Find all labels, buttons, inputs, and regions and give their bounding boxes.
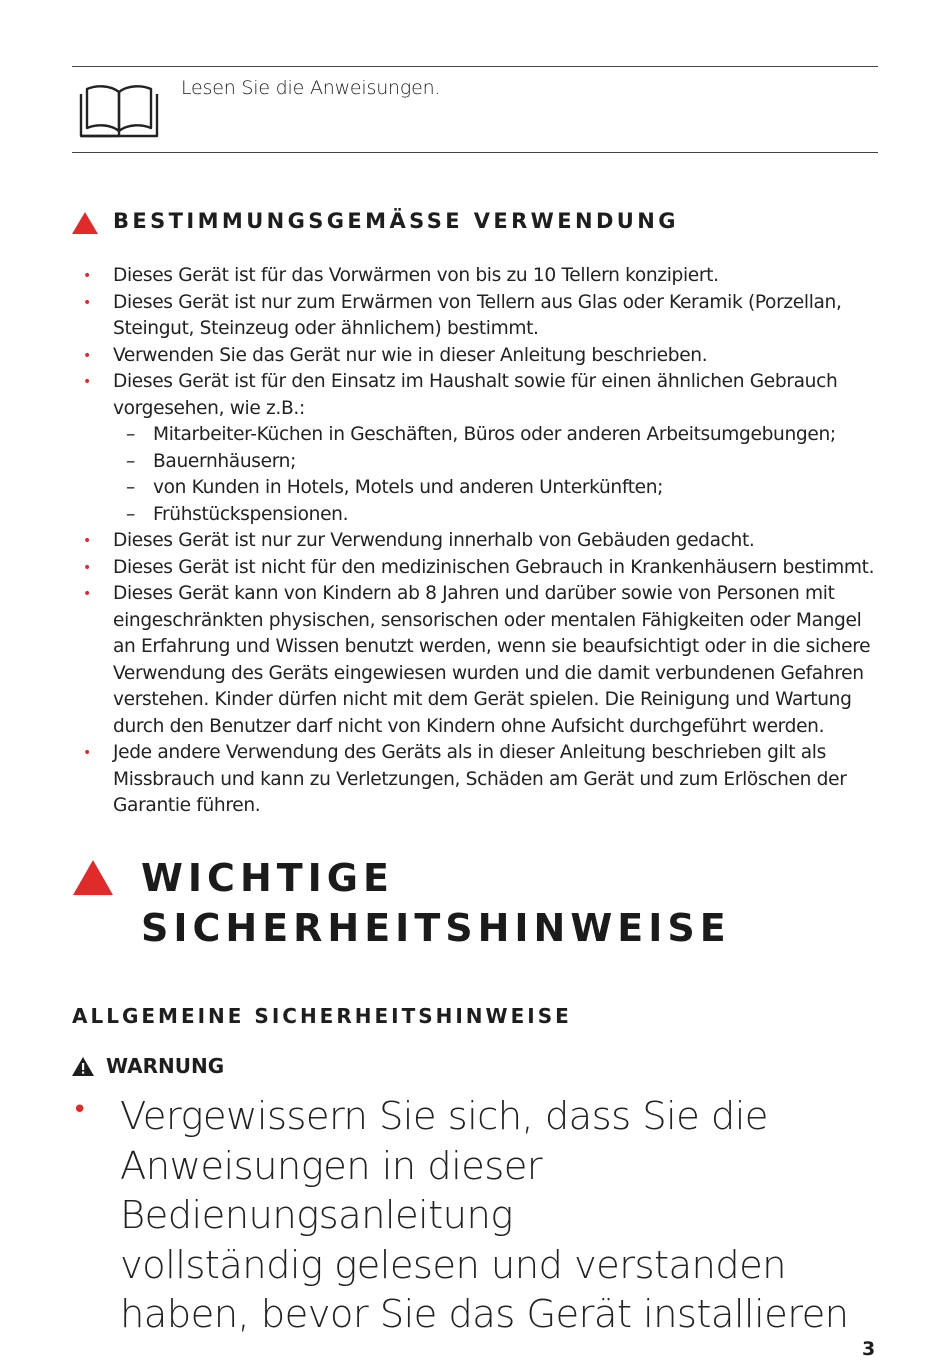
- list-item-line: Dieses Gerät kann von Kindern ab 8 Jahren und darüber sowie von Personen mit: [113, 583, 835, 604]
- warning-label: WARNUNG: [106, 1054, 225, 1078]
- list-item-line: Dieses Gerät ist für den Einsatz im Haushalt sowie für einen ähnlichen Gebrauch: [113, 371, 838, 392]
- sub-list-item: [72, 475, 882, 502]
- list-item: [72, 528, 882, 555]
- list-item-line: Dieses Gerät ist für das Vorwärmen von bis zu 10 Tellern konzipiert.: [113, 265, 719, 286]
- list-item-line: Steingut, Steinzeug oder ähnlichem) bestimmt.: [113, 318, 539, 339]
- warning-triangle-large-icon: [73, 860, 113, 895]
- list-item-line: Missbrauch und kann zu Verletzungen, Schäden am Gerät und zum Erlöschen der: [113, 768, 847, 790]
- list-item: [72, 740, 882, 820]
- list-item-line: Dieses Gerät ist nur zum Erwärmen von Tellern aus Glas oder Keramik (Porzellan,: [113, 291, 842, 313]
- list-item: [72, 581, 882, 740]
- section-title-line: WICHTIGE: [141, 856, 394, 900]
- warning-line: Anweisungen in dieser Bedienungsanleitung: [120, 1143, 543, 1238]
- warning-line: vollständig gelesen und verstanden: [120, 1242, 786, 1288]
- section-title-intended-use: BESTIMMUNGSGEMÄSSE VERWENDUNG: [113, 209, 679, 233]
- section-title-line: SICHERHEITSHINWEISE: [141, 906, 731, 950]
- list-item: [72, 369, 882, 422]
- warning-triangle-icon: [72, 212, 98, 234]
- warning-line: Vergewissern Sie sich, dass Sie die: [120, 1094, 768, 1139]
- warning-line: haben, bevor Sie das Gerät installieren: [120, 1292, 849, 1337]
- bullet-marker: •: [72, 1095, 88, 1125]
- top-divider: [72, 66, 878, 67]
- subsection-title: ALLGEMEINE SICHERHEITSHINWEISE: [72, 1004, 572, 1028]
- intended-use-list: [72, 263, 882, 820]
- list-item-line: Garantie führen.: [113, 795, 261, 816]
- list-item-line: verstehen. Kinder dürfen nicht mit dem Gerät spielen. Die Reinigung und Wartung: [113, 689, 852, 710]
- list-item-line: Verwendung des Geräts eingewiesen wurden und die damit verbundenen Gefahren: [113, 662, 864, 684]
- list-item: [72, 290, 882, 343]
- warning-text: [120, 1092, 880, 1340]
- list-item-line: Bauernhäusern;: [153, 450, 297, 472]
- book-icon: [78, 80, 160, 140]
- bottom-divider: [72, 152, 878, 153]
- list-item-line: Mitarbeiter-Küchen in Geschäften, Büros oder anderen Arbeitsumgebungen;: [153, 424, 836, 445]
- list-item-line: Frühstückspensionen.: [153, 503, 349, 525]
- list-item-line: vorgesehen, wie z.B.:: [113, 397, 305, 419]
- list-item-line: von Kunden in Hotels, Motels und anderen Unterkünften;: [153, 477, 664, 498]
- warning-exclamation-icon: [72, 1057, 94, 1076]
- page-number: 3: [862, 1338, 876, 1360]
- list-item: [72, 263, 882, 290]
- list-item-line: Dieses Gerät ist nur zur Verwendung innerhalb von Gebäuden gedacht.: [113, 530, 755, 551]
- list-item-line: an Erfahrung und Wissen benutzt werden, wenn sie beaufsichtigt oder in die sichere: [113, 636, 871, 657]
- section-title-safety: [141, 853, 731, 953]
- list-item-line: eingeschränkten physischen, sensorischen oder mentalen Fähigkeiten oder Mangel: [113, 609, 862, 631]
- list-item-line: durch den Benutzer darf nicht von Kindern ohne Aufsicht durchgeführt werden.: [113, 715, 825, 737]
- list-item: [72, 343, 882, 370]
- sub-list-item: [72, 502, 882, 529]
- sub-list-item: [72, 449, 882, 476]
- sub-list-item: [72, 422, 882, 449]
- list-item-line: Verwenden Sie das Gerät nur wie in dieser Anleitung beschrieben.: [113, 344, 708, 366]
- list-item-line: Dieses Gerät ist nicht für den medizinischen Gebrauch in Krankenhäusern bestimmt.: [113, 556, 875, 578]
- read-instructions-text: Lesen Sie die Anweisungen.: [181, 77, 441, 99]
- list-item: [72, 555, 882, 582]
- list-item-line: Jede andere Verwendung des Geräts als in dieser Anleitung beschrieben gilt als: [113, 742, 826, 763]
